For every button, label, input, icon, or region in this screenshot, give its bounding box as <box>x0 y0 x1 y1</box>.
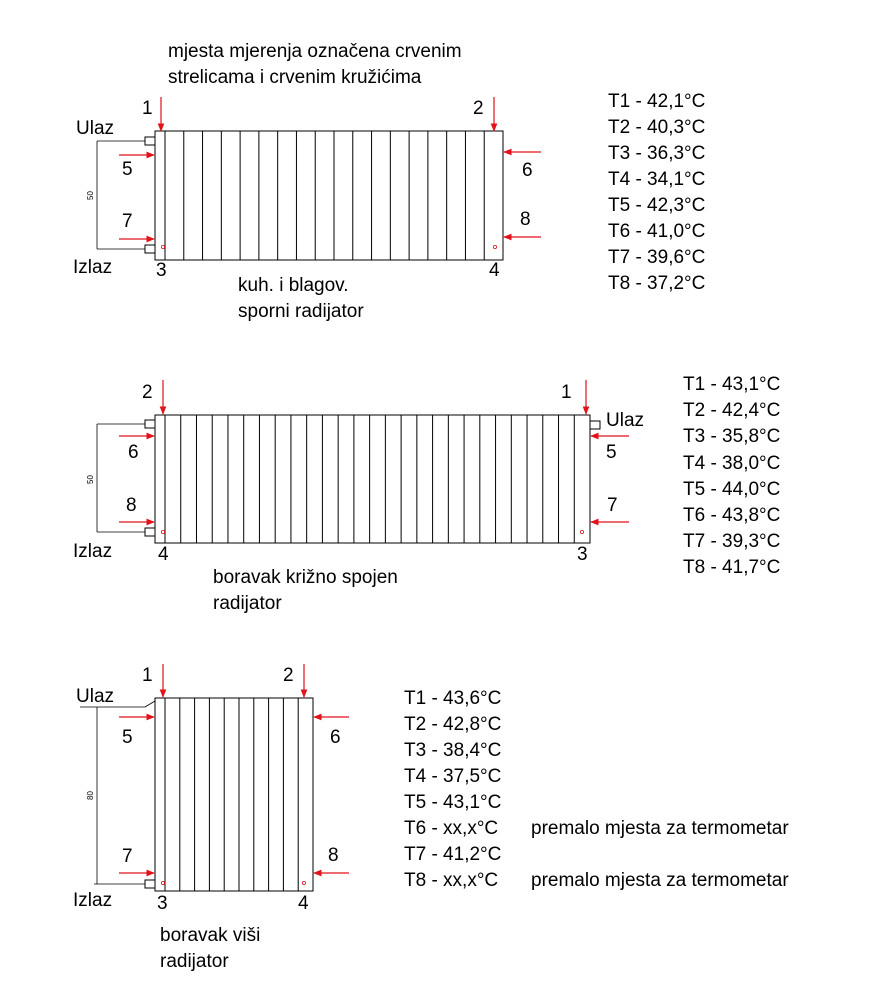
radiator-2-point-label: 5 <box>606 442 617 463</box>
radiator-3-caption-line-1: boravak viši <box>160 925 261 946</box>
reading-t3: T3 - 36,3°C <box>608 143 706 164</box>
reading-t6: T6 - xx,x°C <box>404 818 499 839</box>
radiator-2-point-label: 3 <box>577 544 588 565</box>
radiator-2-circle-point-4 <box>161 530 164 533</box>
radiator-2-point-label: 1 <box>561 382 572 403</box>
reading-t4: T4 - 37,5°C <box>404 766 502 787</box>
radiator-3-fins <box>165 698 298 891</box>
radiator-3-inlet-label: Ulaz <box>76 686 115 707</box>
radiator-3-dimension: 80 <box>86 791 95 800</box>
reading-t6: T6 - 43,8°C <box>683 505 781 526</box>
radiator-3-body <box>155 698 313 891</box>
reading-t1: T1 - 43,1°C <box>683 374 781 395</box>
radiator-1-circle-point-3 <box>161 245 164 248</box>
reading-t4: T4 - 38,0°C <box>683 453 781 474</box>
radiator-2-point-label: 2 <box>142 382 153 403</box>
radiator-2-pipe-left-top <box>145 420 155 428</box>
radiator-1-dimension: 50 <box>86 191 95 200</box>
radiator-1-point-label: 2 <box>473 98 484 119</box>
reading-t7: T7 - 39,6°C <box>608 247 706 268</box>
radiator-2-outlet-label: Izlaz <box>73 541 113 562</box>
radiator-1 <box>73 91 705 322</box>
reading-t7: T7 - 41,2°C <box>404 844 502 865</box>
radiator-1-point-label: 6 <box>522 160 533 181</box>
radiator-2-body <box>155 415 590 543</box>
radiator-2-circle-point-3 <box>580 530 583 533</box>
radiator-2-point-label: 7 <box>607 495 618 516</box>
reading-t7: T7 - 39,3°C <box>683 531 781 552</box>
radiator-2-caption-line-2: radijator <box>213 593 282 614</box>
radiator-3-outlet-label: Izlaz <box>73 890 113 911</box>
radiator-2-point-label: 8 <box>126 495 137 516</box>
reading-t5: T5 - 43,1°C <box>404 792 502 813</box>
reading-t1: T1 - 43,6°C <box>404 688 502 709</box>
radiator-2-readings <box>683 374 780 578</box>
reading-t8: T8 - xx,x°C <box>404 870 499 891</box>
radiator-2-point-label: 6 <box>128 442 139 463</box>
radiator-1-point-label: 8 <box>520 209 531 230</box>
radiator-1-caption-line-2: sporni radijator <box>238 301 364 322</box>
radiator-3-readings <box>404 688 789 891</box>
radiator-1-readings <box>608 91 705 294</box>
reading-t8: T8 - 41,7°C <box>683 557 781 578</box>
reading-t2: T2 - 42,8°C <box>404 714 502 735</box>
radiator-1-point-label: 4 <box>489 260 500 281</box>
radiator-3-point-label: 6 <box>330 727 341 748</box>
radiator-2-dimension: 50 <box>86 475 95 484</box>
radiator-1-point-label: 5 <box>122 159 133 180</box>
radiator-2-outlet-pipe <box>145 528 155 536</box>
header-line-2: strelicama i crvenim kružićima <box>168 67 422 88</box>
reading-t6: T6 - 41,0°C <box>608 221 706 242</box>
radiator-3-point-label: 2 <box>283 665 294 686</box>
radiator-1-outlet-label: Izlaz <box>73 257 113 278</box>
radiator-2-fins <box>165 415 574 543</box>
radiator-1-point-label: 7 <box>122 211 133 232</box>
radiator-3-caption-line-2: radijator <box>160 951 229 972</box>
radiator-3-point-label: 7 <box>122 846 133 867</box>
reading-t2: T2 - 42,4°C <box>683 400 781 421</box>
radiator-1-inlet-pipe <box>145 137 155 145</box>
reading-t5: T5 - 42,3°C <box>608 195 706 216</box>
radiator-3-point-label: 8 <box>328 845 339 866</box>
radiator-3 <box>73 664 789 972</box>
radiator-2-inlet-pipe <box>590 421 600 429</box>
radiator-2 <box>73 374 780 614</box>
header-line-1: mjesta mjerenja označena crvenim <box>168 41 462 62</box>
reading-t8: T8 - 37,2°C <box>608 273 706 294</box>
radiator-1-point-label: 3 <box>156 260 167 281</box>
radiator-1-outlet-pipe <box>145 245 155 253</box>
radiator-1-inlet-label: Ulaz <box>76 118 115 139</box>
reading-t5: T5 - 44,0°C <box>683 479 781 500</box>
radiator-3-point-label: 5 <box>122 727 133 748</box>
reading-t3: T3 - 38,4°C <box>404 740 502 761</box>
radiator-1-point-label: 1 <box>142 98 153 119</box>
radiator-3-outlet-pipe <box>145 880 155 888</box>
reading-t4: T4 - 34,1°C <box>608 169 706 190</box>
radiator-1-body <box>155 131 503 260</box>
radiator-1-circle-point-4 <box>493 245 496 248</box>
radiator-2-point-label: 4 <box>158 544 169 565</box>
radiator-2-inlet-label: Ulaz <box>606 410 645 431</box>
radiator-1-caption-line-1: kuh. i blagov. <box>238 275 349 296</box>
reading-t8-note: premalo mjesta za termometar <box>531 870 789 891</box>
reading-t1: T1 - 42,1°C <box>608 91 706 112</box>
reading-t2: T2 - 40,3°C <box>608 117 706 138</box>
reading-t3: T3 - 35,8°C <box>683 426 781 447</box>
reading-t6-note: premalo mjesta za termometar <box>531 818 789 839</box>
radiator-2-caption-line-1: boravak križno spojen <box>213 567 398 588</box>
radiator-3-point-label: 4 <box>298 893 309 914</box>
radiator-3-point-label: 3 <box>157 893 168 914</box>
radiator-3-circle-point-3 <box>161 881 164 884</box>
radiator-1-fins <box>165 131 484 260</box>
radiator-3-circle-point-4 <box>302 881 305 884</box>
radiator-3-point-label: 1 <box>142 665 153 686</box>
